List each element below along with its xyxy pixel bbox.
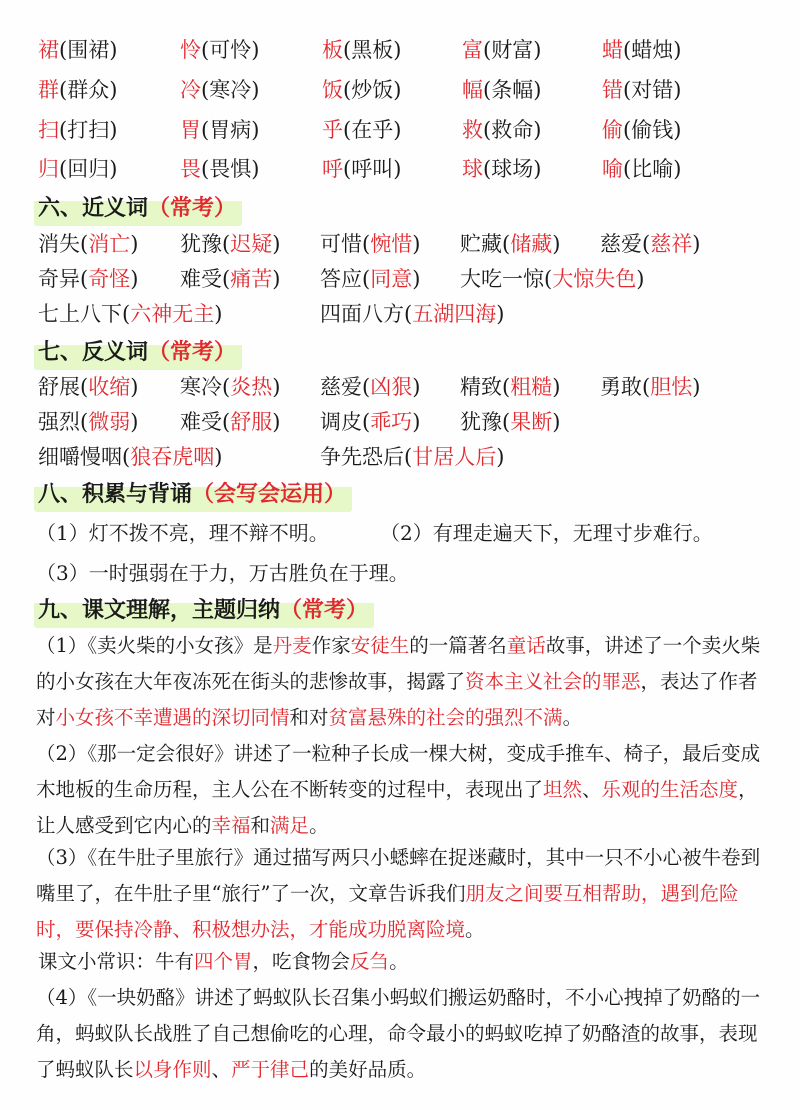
antonym-pair: 精致(粗糙) <box>460 375 561 399</box>
word-item: 蜡(蜡烛) <box>602 38 682 62</box>
word-item: 板(黑板) <box>322 38 402 62</box>
word-item: 喻(比喻) <box>602 157 682 181</box>
synonym-pair: 大吃一惊(大惊失色) <box>460 267 645 291</box>
antonym-row <box>0 405 800 439</box>
word-item: 富(财富) <box>462 38 542 62</box>
word-item: 裙(围裙) <box>38 38 118 62</box>
antonym-pair: 细嚼慢咽(狼吞虎咽) <box>38 445 223 469</box>
antonym-pair: 难受(舒服) <box>180 410 281 434</box>
synonym-pair: 可惜(惋惜) <box>320 232 421 256</box>
antonym-row <box>0 370 800 404</box>
antonym-pair: 舒展(收缩) <box>38 375 139 399</box>
antonym-pair: 调皮(乖巧) <box>320 410 421 434</box>
word-row <box>0 33 800 67</box>
synonym-pair: 慈爱(慈祥) <box>600 232 701 256</box>
word-item: 怜(可怜) <box>180 38 260 62</box>
antonym-pair: 强烈(微弱) <box>38 410 139 434</box>
word-item: 救(救命) <box>462 118 542 142</box>
synonym-row <box>0 262 800 296</box>
section-heading-recitation: 八、积累与背诵（会写会运用） <box>34 476 352 512</box>
word-item: 幅(条幅) <box>462 78 542 102</box>
word-item: 饭(炒饭) <box>322 78 402 102</box>
synonym-pair: 四面八方(五湖四海) <box>320 302 505 326</box>
comprehension-tip: 课文小常识：牛有四个胃，吃食物会反刍。 <box>38 950 409 973</box>
antonym-pair: 寒冷(炎热) <box>180 375 281 399</box>
word-item: 偷(偷钱) <box>602 118 682 142</box>
synonym-row <box>0 227 800 261</box>
word-row <box>0 73 800 107</box>
word-row <box>0 152 800 186</box>
recitation-item: （3）一时强弱在于力，万古胜负在于理。 <box>36 561 409 585</box>
word-item: 归(回归) <box>38 157 118 181</box>
antonym-pair: 争先恐后(甘居人后) <box>320 445 505 469</box>
recitation-row <box>0 516 800 550</box>
word-item: 乎(在乎) <box>322 118 402 142</box>
word-item: 扫(打扫) <box>38 118 118 142</box>
synonym-pair: 答应(同意) <box>320 267 421 291</box>
word-row <box>0 113 800 147</box>
antonym-pair: 犹豫(果断) <box>460 410 561 434</box>
comprehension-paragraph-1: （1）《卖火柴的小女孩》是丹麦作家安徒生的一篇著名童话故事，讲述了一个卖火柴的小女孩在大年夜冻死在街头的悲惨故事，揭露了资本主义社会的罪恶，表达了作者对小女孩不幸遭遇的深切同情和对贫富悬殊的社会的强烈不满。 <box>36 634 761 729</box>
word-item: 呼(呼叫) <box>322 157 402 181</box>
recitation-item: （2）有理走遍天下，无理寸步难行。 <box>380 521 713 545</box>
word-item: 胃(胃病) <box>180 118 260 142</box>
antonym-pair: 勇敢(胆怯) <box>600 375 701 399</box>
comprehension-paragraph-2: （2）《那一定会很好》讲述了一粒种子长成一棵大树，变成手推车、椅子，最后变成木地板的生命历程，主人公在不断转变的过程中，表现出了坦然、乐观的生活态度，让人感受到它内心的幸福和满足。 <box>36 742 761 837</box>
antonym-row <box>0 440 800 474</box>
section-heading-comprehension: 九、课文理解，主题归纳（常考） <box>34 592 374 628</box>
synonym-pair: 犹豫(迟疑) <box>180 232 281 256</box>
comprehension-paragraph-3: （3）《在牛肚子里旅行》通过描写两只小蟋蟀在捉迷藏时，其中一只不小心被牛卷到嘴里了，在牛肚子里“旅行”了一次，文章告诉我们朋友之间要互相帮助，遇到危险时，要保持冷静、积极想办法，才能成功脱离险境。 <box>36 846 761 941</box>
word-item: 球(球场) <box>462 157 542 181</box>
word-item: 群(群众) <box>38 78 118 102</box>
word-item: 畏(畏惧) <box>180 157 260 181</box>
comprehension-paragraph-4: （4）《一块奶酪》讲述了蚂蚁队长召集小蚂蚁们搬运奶酪时，不小心拽掉了奶酪的一角，蚂蚁队长战胜了自己想偷吃的心理，命令最小的蚂蚁吃掉了奶酪渣的故事，表现了蚂蚁队长以身作则、严于律己的美好品质。 <box>36 986 761 1081</box>
section-heading-antonyms: 七、反义词（常考） <box>34 334 242 370</box>
word-item: 错(对错) <box>602 78 682 102</box>
section-heading-synonyms: 六、近义词（常考） <box>34 190 242 226</box>
synonym-pair: 奇异(奇怪) <box>38 267 139 291</box>
synonym-pair: 贮藏(储藏) <box>460 232 561 256</box>
synonym-pair: 难受(痛苦) <box>180 267 281 291</box>
recitation-row <box>0 556 800 590</box>
synonym-pair: 七上八下(六神无主) <box>38 302 223 326</box>
synonym-pair: 消失(消亡) <box>38 232 139 256</box>
synonym-row <box>0 297 800 331</box>
recitation-item: （1）灯不拨不亮，理不辩不明。 <box>36 521 329 545</box>
word-item: 冷(寒冷) <box>180 78 260 102</box>
antonym-pair: 慈爱(凶狠) <box>320 375 421 399</box>
